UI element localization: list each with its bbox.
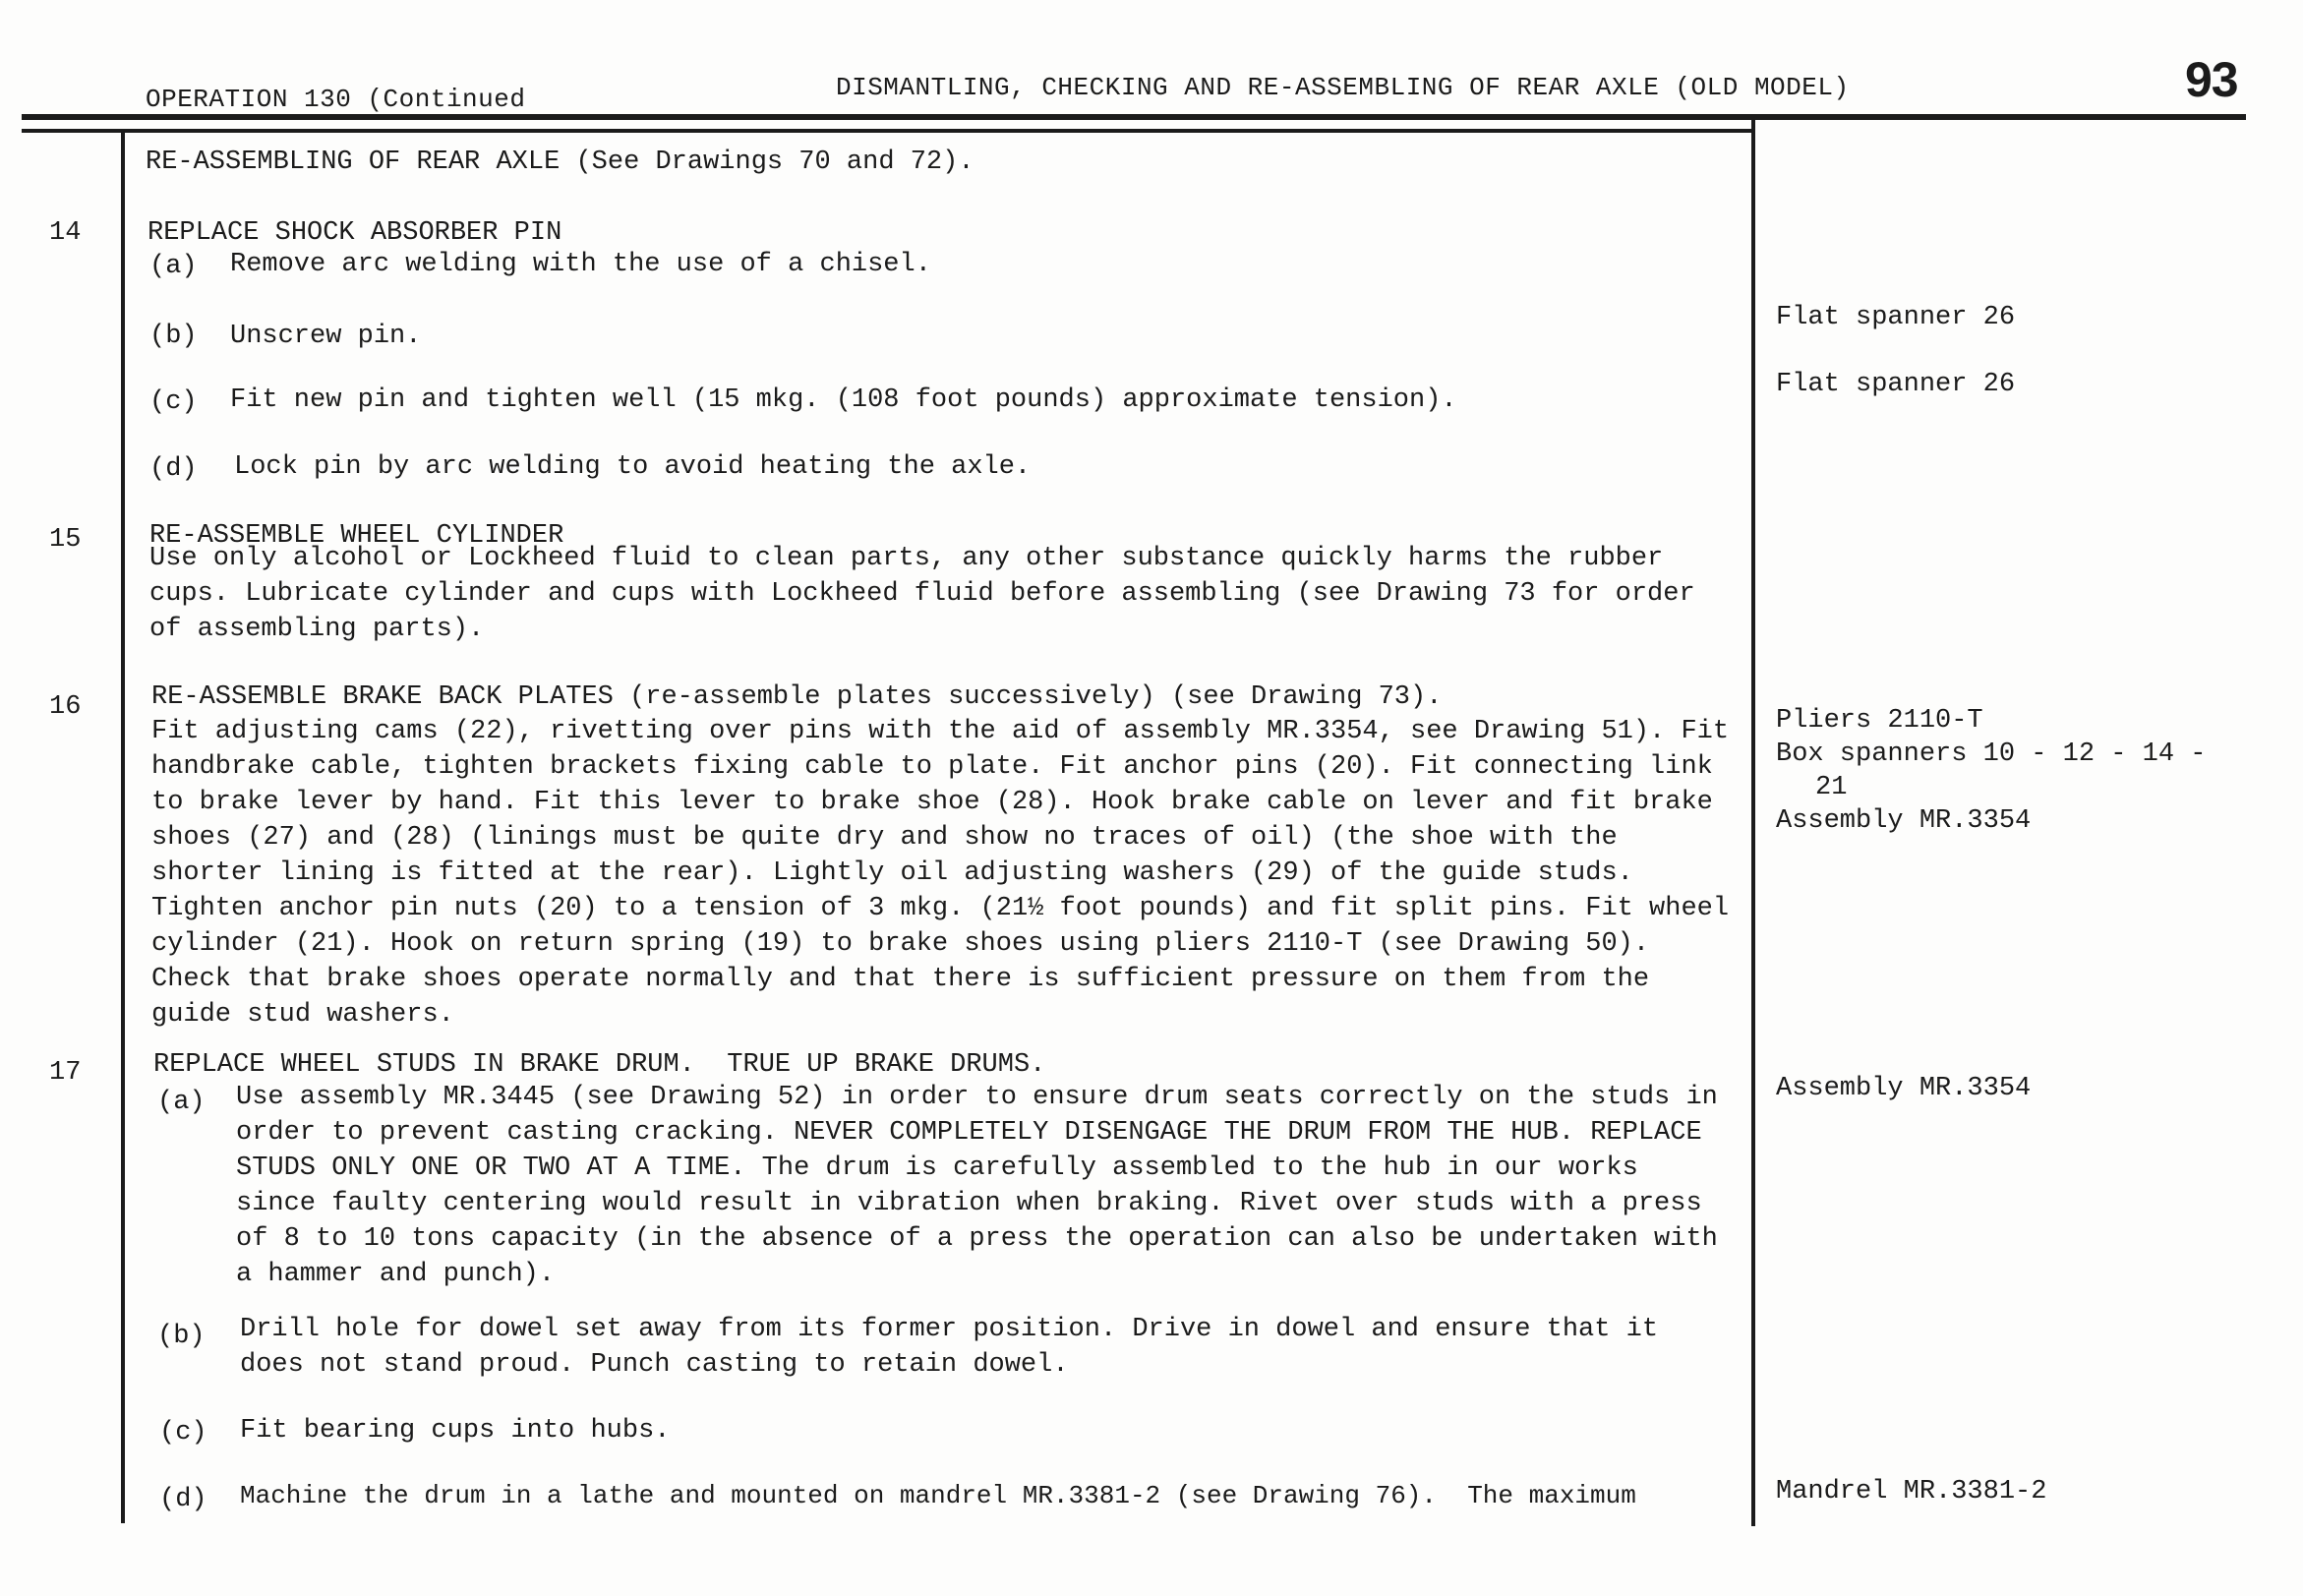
- step-14-c-text: Fit new pin and tighten well (15 mkg. (108 foot pounds) approximate tension).: [230, 385, 1457, 415]
- right-column-divider: [1751, 118, 1755, 1526]
- step-15-text: Use only alcohol or Lockheed fluid to clean parts, any other substance quickly harms the rubber cups. Lubricate cylinder and cups with Lockheed fluid before assembling (see Drawing 73 for order of assembling parts).: [149, 544, 1695, 644]
- step-17-a-text: Use assembly MR.3445 (see Drawing 52) in order to ensure drum seats correctly on the studs in order to prevent casting cracking. NEVER COMPLETELY DISENGAGE THE DRUM FROM THE HUB. REPLACE STUDS ONLY ONE OR TWO AT A TIME. The drum is carefully assembled to the hub in our works since faulty centering would result in vibration when braking. Rivet over studs with a press of 8 to 10 tons capacity (in the absence of a press the operation can also be undertaken with a hammer and punch).: [236, 1083, 1718, 1289]
- step-number-14: 14: [49, 218, 82, 248]
- step-14-d-text: Lock pin by arc welding to avoid heating the axle.: [234, 452, 1032, 482]
- step-14-a-label: (a): [149, 252, 198, 281]
- page-title: DISMANTLING, CHECKING AND RE-ASSEMBLING OF REAR AXLE (OLD MODEL): [836, 73, 1850, 102]
- tool-17d: Mandrel MR.3381-2: [1776, 1477, 2047, 1507]
- tool-16-assembly: Assembly MR.3354: [1776, 806, 2032, 836]
- step-number-15: 15: [49, 525, 82, 555]
- tool-14c: Flat spanner 26: [1776, 370, 2016, 399]
- header-rule-thick: [22, 114, 2246, 120]
- tool-14b: Flat spanner 26: [1776, 303, 2016, 332]
- step-16-title: RE-ASSEMBLE BRAKE BACK PLATES (re-assemble plates successively) (see Drawing 73).: [151, 682, 1443, 712]
- tool-17a: Assembly MR.3354: [1776, 1074, 2032, 1103]
- step-number-17: 17: [49, 1058, 82, 1088]
- tool-16-pliers: Pliers 2110-T: [1776, 706, 1983, 736]
- page-number: 93: [2185, 52, 2238, 107]
- tool-16-box-spanners-cont: 21: [1815, 773, 1848, 802]
- header-rule-thin: [22, 129, 1754, 133]
- operation-header: OPERATION 130 (Continued: [146, 85, 526, 114]
- tool-16-box-spanners: Box spanners 10 - 12 - 14 -: [1776, 739, 2207, 769]
- step-14-a-text: Remove arc welding with the use of a chisel.: [230, 250, 931, 279]
- step-17-title: REPLACE WHEEL STUDS IN BRAKE DRUM. TRUE UP BRAKE DRUMS.: [153, 1050, 1046, 1080]
- tool-list-16: [1776, 704, 2238, 838]
- step-17-b-text: Drill hole for dowel set away from its former position. Drive in dowel and ensure that it does not stand proud. Punch casting to retain dowel.: [240, 1315, 1659, 1380]
- step-14-b-label: (b): [149, 322, 198, 351]
- left-column-divider: [121, 129, 125, 1523]
- step-14-c-label: (c): [149, 387, 198, 417]
- step-17-c-text: Fit bearing cups into hubs.: [240, 1416, 671, 1446]
- step-17-c-label: (c): [159, 1418, 207, 1448]
- step-14-d-label: (d): [149, 454, 198, 484]
- step-17-d-label: (d): [159, 1485, 207, 1514]
- step-16-text: Fit adjusting cams (22), rivetting over pins with the aid of assembly MR.3354, see Drawing 51). Fit handbrake cable, tighten brackets fixing cable to plate. Fit anchor pins (20). Fit connecting link to brake lever by hand. Fit this lever to brake shoe (28). Hook brake cable on lever and fit brake shoes (27) and (28) (linings must be quite dry and show no traces of oil) (the shoe with the shorter lining is fitted at the rear). Lightly oil adjusting washers (29) of the guide studs. Tighten anchor pin nuts (20) to a tension of 3 mkg. (21½ foot pounds) and fit split pins. Fit wheel cylinder (21). Hook on return spring (19) to brake shoes using pliers 2110-T (see Drawing 50). Check that brake shoes operate normally and that there is sufficient pressure on them from the guide stud washers.: [151, 717, 1730, 1030]
- step-15-title: RE-ASSEMBLE WHEEL CYLINDER: [149, 521, 564, 551]
- step-14-title: REPLACE SHOCK ABSORBER PIN: [148, 218, 562, 248]
- step-17-a-label: (a): [157, 1088, 206, 1117]
- step-17-d-text: Machine the drum in a lathe and mounted on mandrel MR.3381-2 (see Drawing 76). The maximum: [240, 1481, 1636, 1510]
- step-number-16: 16: [49, 692, 82, 722]
- section-title: RE-ASSEMBLING OF REAR AXLE (See Drawings 70 and 72).: [146, 148, 974, 177]
- step-17-b-label: (b): [157, 1322, 206, 1351]
- step-14-b-text: Unscrew pin.: [230, 322, 422, 351]
